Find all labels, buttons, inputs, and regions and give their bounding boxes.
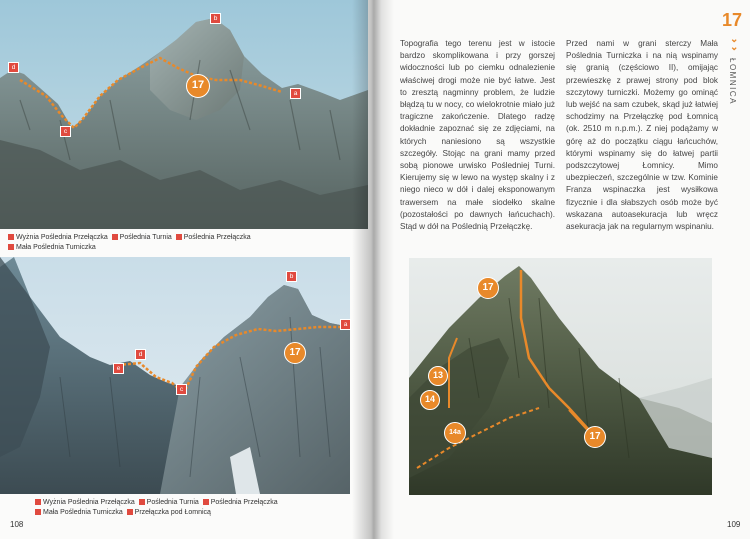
caption-text: Poślednia Turnia	[146, 499, 199, 506]
bottom-point-e: e	[113, 363, 124, 374]
caption-text: Wyżnia Poślednia Przełączka	[43, 499, 135, 506]
lomnica-route-badge-top: 17	[477, 277, 499, 299]
route-badge-13: 13	[428, 366, 448, 386]
bottom-point-b: b	[286, 271, 297, 282]
top-point-c: c	[60, 126, 71, 137]
lomnica-route-badge-bottom: 17	[584, 426, 606, 448]
top-point-d: d	[8, 62, 19, 73]
text-column-1	[400, 38, 555, 233]
chevron-down-icon: ⌄ ⌄	[730, 34, 739, 53]
chapter-number: 17	[722, 10, 743, 30]
bottom-point-c: c	[176, 384, 187, 395]
caption-key-d	[8, 244, 14, 250]
bottom-point-a: a	[340, 319, 351, 330]
top-point-a: a	[290, 88, 301, 99]
body-paragraph-1: Topografia tego terenu jest w istocie bardzo skomplikowana i przy gorszej widoczności lub po ciemku odnalezienie właściwej drogi może nie być łatwe. Jest to zresztą nagminny problem, że ludzie błądzą tu w nocy, co wielokrotnie miało już tragiczne zakończenie. Dlatego radzę dokładnie zapoznać się ze zdjęciami, na których naniesiono są wszystkie szczegóły. Stojąc na grani mamy przed sobą pionowe urwisko Pośledniej Turni. Kierujemy się w lewo na występ skalny i z niego nieco w dół i dalej eksponowanym trawersem na małe siodełko skalne (pozostałości po dawnych łańcuchach). Stąd w dół na Poślednią Przełączkę.	[400, 39, 555, 232]
bottom-point-d: d	[135, 349, 146, 360]
body-paragraph-2: Przed nami w grani sterczy Mała Poślednia Turniczka i na nią wspinamy się granią (częściowo II), omijając przewieszkę z prawej strony pod blok szczytowy turniczki. Możemy go ominąć lub wejść na sam czubek, skąd już łatwiej schodzimy na Przełączkę pod Łomnicą (ok. 2510 m n.p.m.). Z niej podążamy w górę aż do początku ciągu łańcuchów, którymi wspinamy się do łatwej partii podszczytowej Łomnicy. Mimo ubezpieczeń, szczególnie w tzw. Kominie Franza wspinaczka jest wysiłkowa fizycznie i dla słabszych osób może być wskazana autoasekuracja lub wręcz asekuracja jak na regularnym wspinaniu.	[566, 39, 718, 232]
text-column-2	[566, 38, 718, 233]
caption-text: Poślednia Przełączka	[183, 234, 251, 241]
top-caption-row2	[8, 243, 96, 254]
top-photo-route-line	[0, 0, 368, 229]
caption-text: Przełączka pod Łomnicą	[134, 509, 211, 516]
book-gutter	[352, 0, 394, 539]
caption-key-b	[112, 234, 118, 240]
caption-text: Wyżnia Poślednia Przełączka	[16, 234, 108, 241]
left-page	[0, 0, 372, 539]
caption-key-c	[176, 234, 182, 240]
top-route-badge: 17	[186, 74, 210, 98]
route-badge-14a: 14a	[444, 422, 466, 444]
caption-key-d	[35, 509, 41, 515]
caption-key-e	[127, 509, 133, 515]
caption-key-a	[35, 499, 41, 505]
right-page	[372, 0, 750, 539]
left-page-number: 108	[10, 520, 24, 529]
lomnica-route-lines	[409, 258, 712, 495]
caption-text: Poślednia Przełączka	[210, 499, 278, 506]
right-page-number: 109	[727, 520, 741, 529]
bottom-route-badge: 17	[284, 342, 306, 364]
bottom-caption-row2	[35, 508, 211, 519]
caption-text: Poślednia Turnia	[119, 234, 172, 241]
top-point-b: b	[210, 13, 221, 24]
chapter-side-label: ŁOMNICA	[728, 58, 737, 105]
caption-key-b	[139, 499, 145, 505]
caption-text: Mała Poślednia Turniczka	[43, 509, 123, 516]
bottom-photo-route-line	[0, 257, 350, 494]
caption-key-c	[203, 499, 209, 505]
route-badge-14: 14	[420, 390, 440, 410]
caption-text: Mała Poślednia Turniczka	[16, 244, 96, 251]
caption-key-a	[8, 234, 14, 240]
